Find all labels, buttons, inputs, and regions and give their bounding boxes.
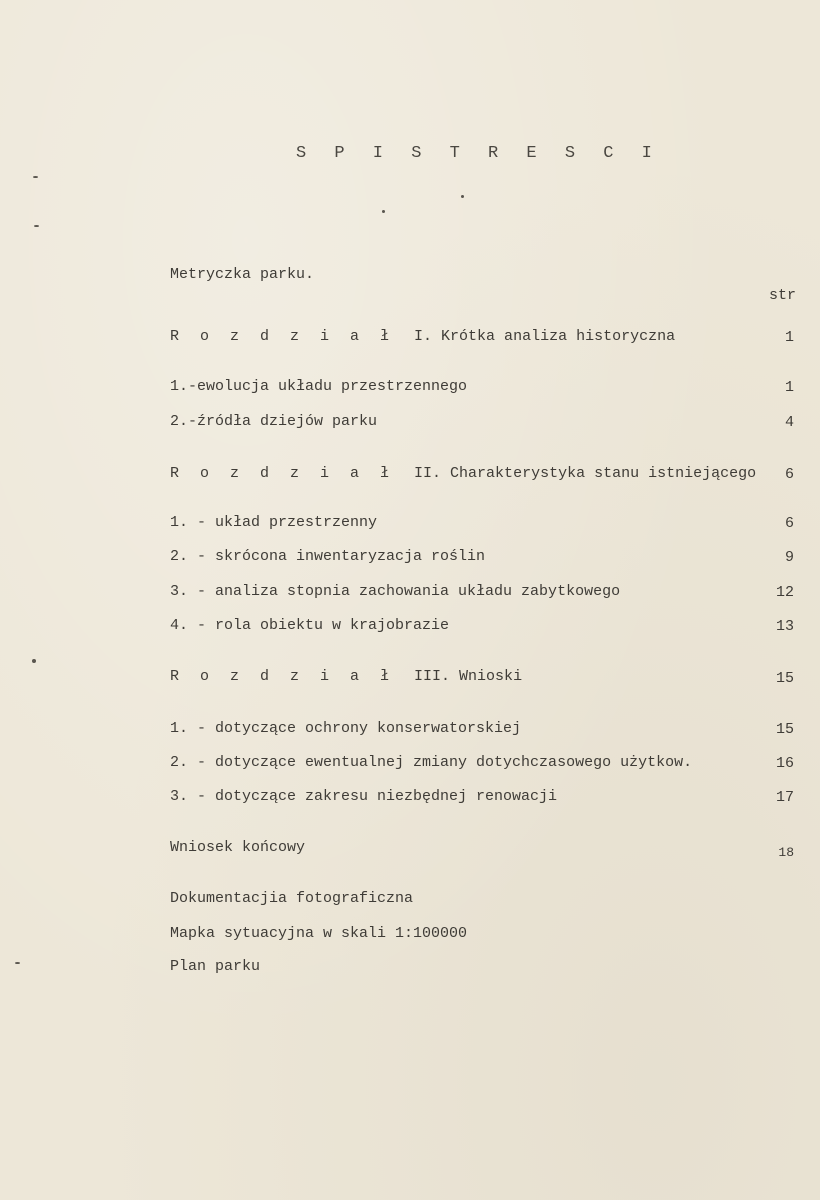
toc-item: 1.-ewolucja układu przestrzennego (170, 378, 468, 395)
toc-item-page: 17 (775, 789, 794, 806)
chapter-1-heading (170, 328, 675, 345)
appendix-item: Dokumentacjia fotograficzna (170, 890, 414, 907)
toc-item-page: 4 (784, 414, 794, 431)
metryczka-line: Metryczka parku. (170, 266, 315, 283)
wniosek-page: 18 (778, 845, 794, 860)
speck (34, 225, 39, 227)
toc-item: 3. - dotyczące zakresu niezbędnej renowacji (170, 788, 558, 805)
toc-item: 1. - dotyczące ochrony konserwatorskiej (170, 720, 522, 737)
chapter-2-label: R o z d z i a ł (170, 465, 396, 482)
toc-item-page: 6 (784, 515, 794, 532)
wniosek-line: Wniosek końcowy (170, 839, 306, 856)
toc-item-page: 1 (784, 379, 794, 396)
toc-item: 2.-źródła dziejów parku (170, 413, 378, 430)
appendix-item: Mapka sytuacyjna w skali 1:100000 (170, 925, 468, 942)
chapter-3-heading (170, 668, 522, 685)
toc-item-page: 15 (775, 721, 794, 738)
chapter-3-title: III. Wnioski (414, 668, 523, 685)
chapter-3-page: 15 (775, 670, 794, 687)
speck (461, 195, 464, 198)
chapter-2-heading (170, 465, 756, 482)
page-column-label: str (768, 287, 796, 304)
speck (15, 962, 20, 964)
chapter-1-page: 1 (784, 329, 794, 346)
toc-item: 1. - układ przestrzenny (170, 514, 378, 531)
speck (33, 176, 38, 178)
toc-item: 2. - dotyczące ewentualnej zmiany dotychczasowego użytkow. (170, 754, 693, 771)
chapter-1-label: R o z d z i a ł (170, 328, 396, 345)
chapter-3-label: R o z d z i a ł (170, 668, 396, 685)
toc-item-page: 13 (775, 618, 794, 635)
chapter-2-page: 6 (784, 466, 794, 483)
toc-item: 2. - skrócona inwentaryzacja roślin (170, 548, 486, 565)
page-title: S P I S T R E S C I (296, 144, 661, 163)
toc-item: 3. - analiza stopnia zachowania układu zabytkowego (170, 583, 621, 600)
chapter-2-title: II. Charakterystyka stanu istniejącego (414, 465, 757, 482)
appendix-item: Plan parku (170, 958, 261, 975)
chapter-1-title: I. Krótka analiza historyczna (414, 328, 676, 345)
speck (32, 659, 36, 663)
toc-item-page: 12 (775, 584, 794, 601)
toc-item-page: 16 (775, 755, 794, 772)
toc-item-page: 9 (784, 549, 794, 566)
speck (382, 210, 385, 213)
toc-item: 4. - rola obiektu w krajobrazie (170, 617, 450, 634)
